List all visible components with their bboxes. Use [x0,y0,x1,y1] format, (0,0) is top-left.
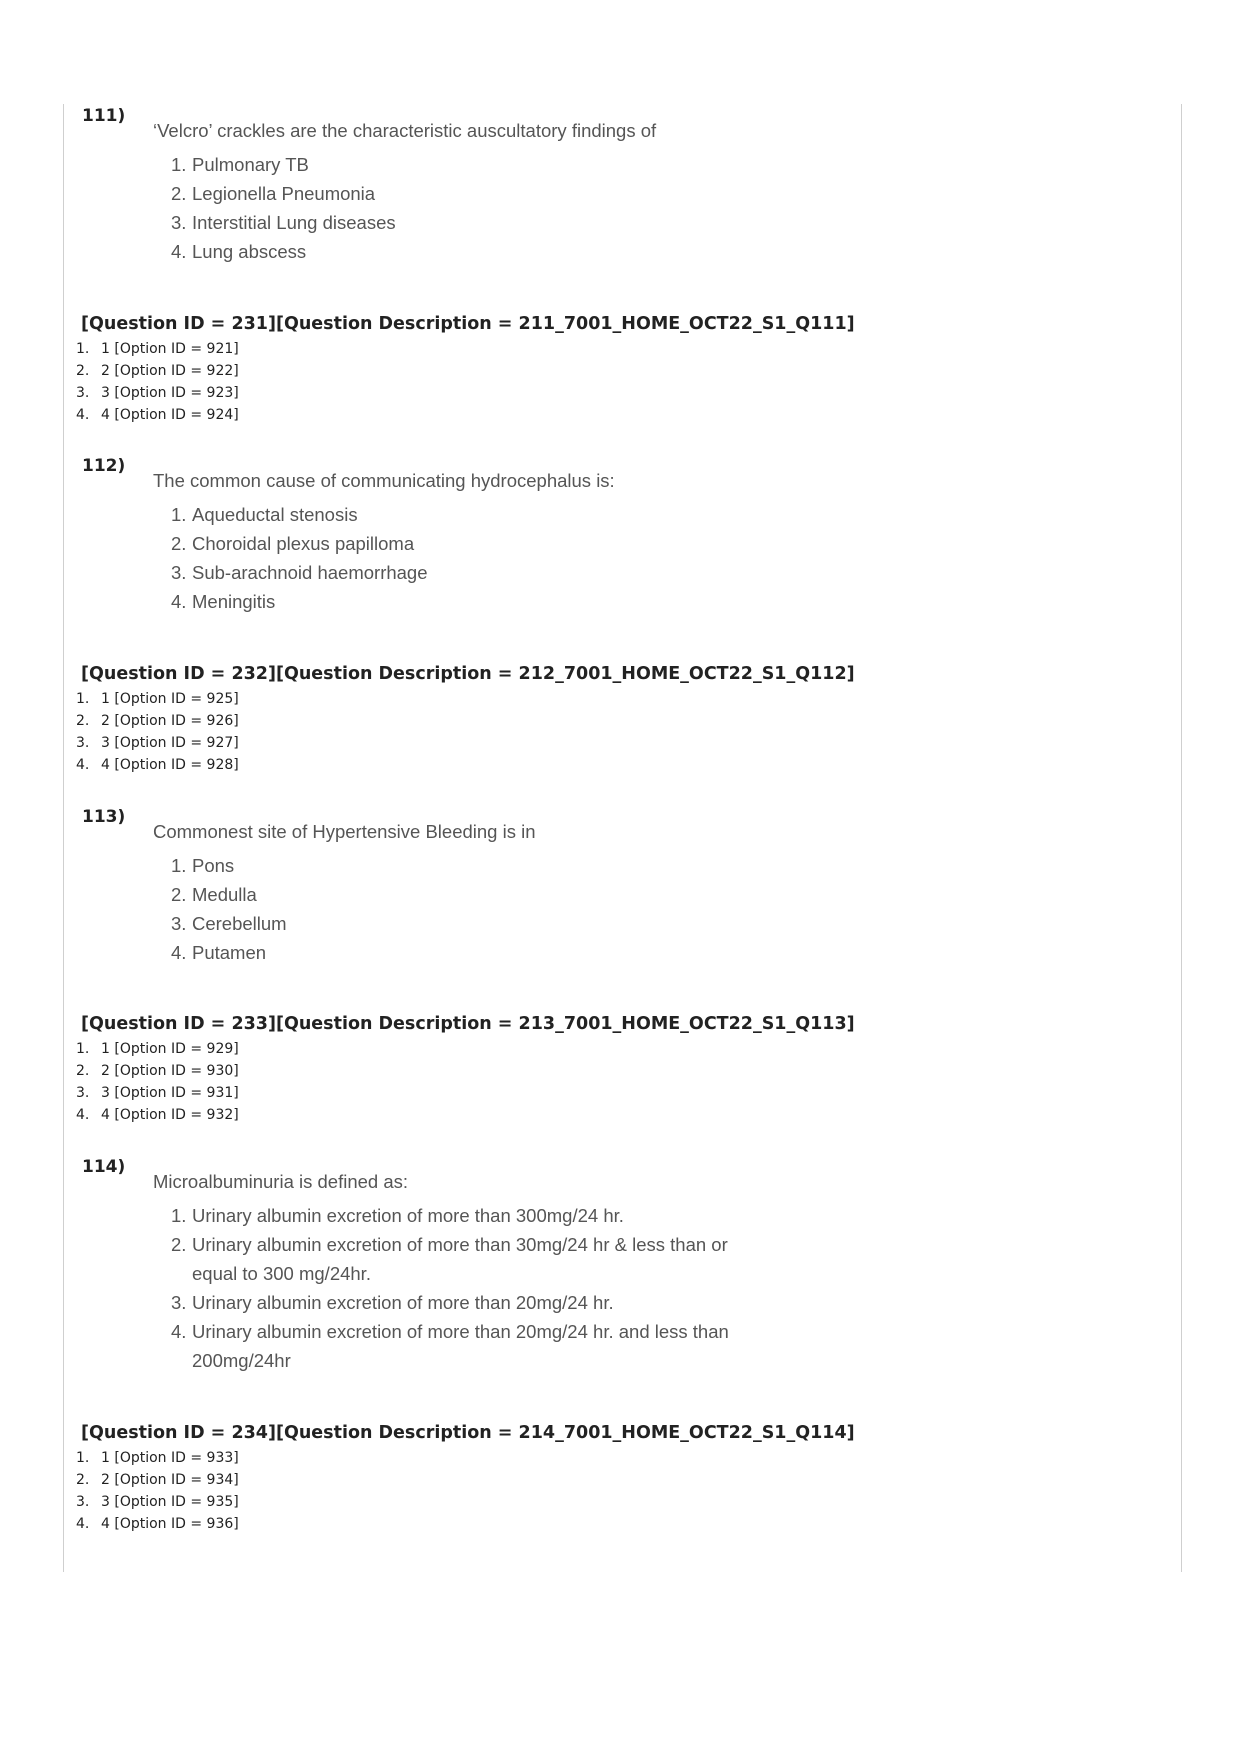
option-id-item [76,732,239,754]
question-meta: [Question ID = 232][Question Description = 212_7001_HOME_OCT22_S1_Q112] [81,664,855,684]
answer-option [171,208,752,237]
option-number: 4. [171,591,187,612]
question-text: Microalbuminuria is defined as: [153,1171,409,1192]
option-text: Urinary albumin excretion of more than 20mg/24 hr. [192,1292,614,1313]
option-id-text: 4 [Option ID = 932] [101,1107,239,1123]
option-id-number: 2. [76,713,90,729]
option-number: 3. [171,562,187,583]
question-meta: [Question ID = 234][Question Description = 214_7001_HOME_OCT22_S1_Q114] [81,1423,855,1443]
option-id-item [76,360,239,382]
option-id-number: 2. [76,1472,90,1488]
option-id-text: 4 [Option ID = 924] [101,407,239,423]
answer-option [171,587,752,616]
answer-option [171,938,752,967]
page-border-right [1181,104,1182,1572]
option-id-number: 2. [76,363,90,379]
question-number: 113) [82,807,126,827]
answer-options [171,500,752,616]
option-id-text: 1 [Option ID = 933] [101,1450,239,1466]
question-text: ‘Velcro’ crackles are the characteristic auscultatory findings of [153,120,657,141]
option-id-item [76,1082,239,1104]
answer-options [171,150,752,266]
option-id-text: 1 [Option ID = 921] [101,341,239,357]
option-number: 4. [171,1321,187,1342]
option-number: 4. [171,942,187,963]
option-id-number: 4. [76,1516,90,1532]
option-text: Sub-arachnoid haemorrhage [192,562,428,583]
answer-options [171,1201,752,1375]
option-id-item [76,1513,239,1535]
option-id-text: 3 [Option ID = 931] [101,1085,239,1101]
option-id-number: 3. [76,1085,90,1101]
question-text: Commonest site of Hypertensive Bleeding is in [153,821,536,842]
option-text: Urinary albumin excretion of more than 30mg/24 hr & less than or equal to 300 mg/24hr. [192,1234,728,1284]
option-id-list [76,338,239,426]
option-text: Pons [192,855,235,876]
option-text: Urinary albumin excretion of more than 300mg/24 hr. [192,1205,624,1226]
option-id-number: 3. [76,385,90,401]
option-number: 3. [171,913,187,934]
answer-option [171,150,752,179]
answer-option [171,1317,752,1375]
option-text: Meningitis [192,591,276,612]
option-id-item [76,1447,239,1469]
option-id-text: 2 [Option ID = 934] [101,1472,239,1488]
option-number: 1. [171,855,187,876]
page-border-left [63,104,64,1572]
option-text: Cerebellum [192,913,287,934]
answer-option [171,237,752,266]
option-id-number: 3. [76,735,90,751]
question-meta: [Question ID = 231][Question Description = 211_7001_HOME_OCT22_S1_Q111] [81,314,855,334]
option-id-number: 4. [76,1107,90,1123]
option-id-text: 2 [Option ID = 926] [101,713,239,729]
option-number: 1. [171,154,187,175]
option-number: 2. [171,183,187,204]
question-meta: [Question ID = 233][Question Description = 213_7001_HOME_OCT22_S1_Q113] [81,1014,855,1034]
option-text: Urinary albumin excretion of more than 20mg/24 hr. and less than 200mg/24hr [192,1321,729,1371]
option-id-item [76,338,239,360]
option-id-item [76,710,239,732]
option-id-number: 3. [76,1494,90,1510]
option-id-text: 2 [Option ID = 930] [101,1063,239,1079]
option-id-item [76,754,239,776]
option-number: 2. [171,533,187,554]
option-number: 4. [171,241,187,262]
option-id-item [76,382,239,404]
answer-option [171,558,752,587]
option-text: Interstitial Lung diseases [192,212,396,233]
option-number: 2. [171,884,187,905]
answer-option [171,529,752,558]
option-id-item [76,1038,239,1060]
option-id-text: 3 [Option ID = 923] [101,385,239,401]
option-number: 3. [171,212,187,233]
option-id-number: 2. [76,1063,90,1079]
option-id-number: 4. [76,757,90,773]
answer-option [171,880,752,909]
option-id-text: 1 [Option ID = 929] [101,1041,239,1057]
option-number: 1. [171,504,187,525]
question-text: The common cause of communicating hydrocephalus is: [153,470,615,491]
answer-option [171,909,752,938]
option-number: 3. [171,1292,187,1313]
option-text: Putamen [192,942,267,963]
question-number: 114) [82,1157,126,1177]
answer-option [171,851,752,880]
option-id-text: 3 [Option ID = 935] [101,1494,239,1510]
option-text: Aqueductal stenosis [192,504,358,525]
option-id-text: 4 [Option ID = 936] [101,1516,239,1532]
option-id-text: 3 [Option ID = 927] [101,735,239,751]
option-id-number: 1. [76,1041,90,1057]
answer-option [171,1230,752,1288]
answer-option [171,500,752,529]
option-text: Choroidal plexus papilloma [192,533,415,554]
question-number: 111) [82,106,126,126]
option-id-number: 4. [76,407,90,423]
option-id-text: 4 [Option ID = 928] [101,757,239,773]
option-id-item [76,688,239,710]
answer-option [171,179,752,208]
question-number: 112) [82,456,126,476]
option-id-list [76,1447,239,1535]
option-id-item [76,404,239,426]
option-id-item [76,1104,239,1126]
option-id-number: 1. [76,691,90,707]
option-id-text: 1 [Option ID = 925] [101,691,239,707]
option-id-item [76,1469,239,1491]
option-id-item [76,1060,239,1082]
option-text: Medulla [192,884,257,905]
answer-options [171,851,752,967]
option-id-list [76,688,239,776]
option-id-text: 2 [Option ID = 922] [101,363,239,379]
answer-option [171,1288,752,1317]
option-id-list [76,1038,239,1126]
option-text: Legionella Pneumonia [192,183,376,204]
option-number: 2. [171,1234,187,1255]
option-id-number: 1. [76,1450,90,1466]
answer-option [171,1201,752,1230]
option-number: 1. [171,1205,187,1226]
option-text: Pulmonary TB [192,154,309,175]
option-text: Lung abscess [192,241,307,262]
option-id-item [76,1491,239,1513]
option-id-number: 1. [76,341,90,357]
